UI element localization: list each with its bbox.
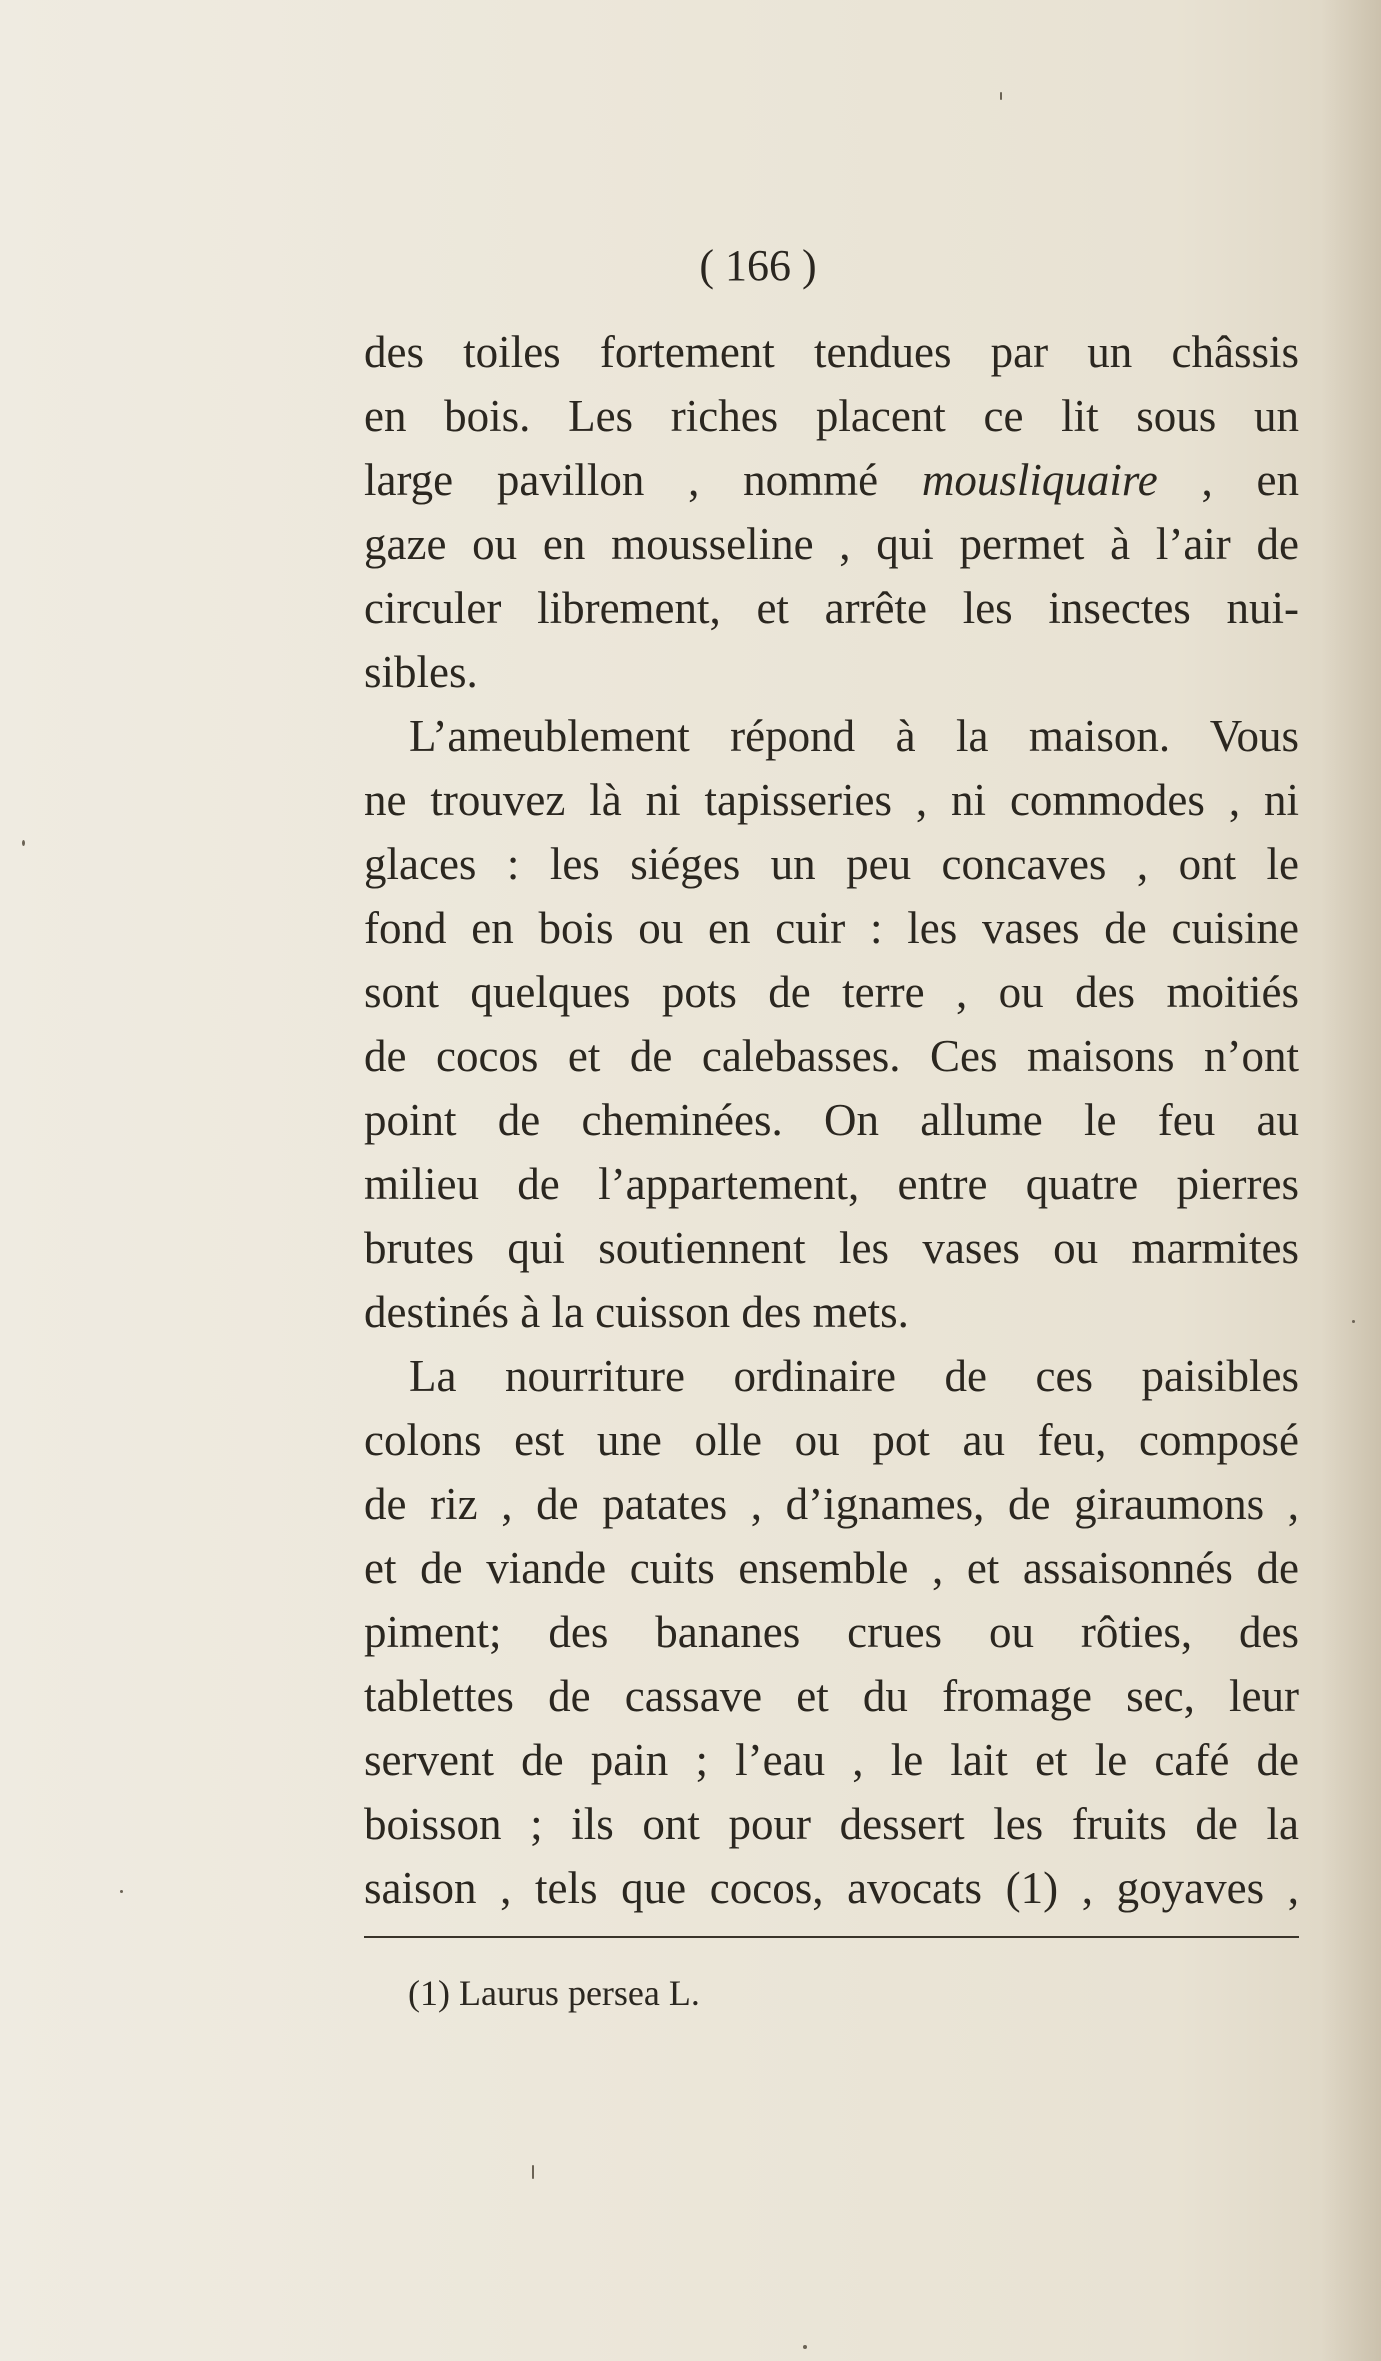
- page-number: ( 166 ): [699, 241, 817, 290]
- text-line: La nourriture ordinaire de ces paisibles: [409, 1351, 1299, 1401]
- text-line: de cocos et de calebasses. Ces maisons n’ont: [364, 1031, 1299, 1081]
- text-line: milieu de l’appartement, entre quatre pierres: [364, 1159, 1299, 1209]
- text-line: sibles.: [364, 647, 478, 697]
- text-line: saison , tels que cocos, avocats (1) , goyaves ,: [364, 1863, 1299, 1913]
- paper-speck: [22, 840, 25, 846]
- text-line-with-term: [364, 448, 1299, 512]
- body-text: [364, 320, 1299, 1920]
- text-line: sont quelques pots de terre , ou des moitiés: [364, 967, 1299, 1017]
- text-line: fond en bois ou en cuir : les vases de cuisine: [364, 903, 1299, 953]
- footnote: (1) Laurus persea L.: [408, 1973, 700, 2013]
- paper-speck: [803, 2345, 807, 2349]
- text-line: servent de pain ; l’eau , le lait et le café de: [364, 1735, 1299, 1785]
- text-line: brutes qui soutiennent les vases ou marmites: [364, 1223, 1299, 1273]
- text-line: L’ameublement répond à la maison. Vous: [409, 711, 1299, 761]
- text-line: destinés à la cuisson des mets.: [364, 1287, 909, 1337]
- paper-speck: [120, 1890, 123, 1893]
- page-gutter-shadow: [1321, 0, 1381, 2361]
- text-line: gaze ou en mousseline , qui permet à l’air de: [364, 519, 1299, 569]
- paper-speck: [1000, 92, 1002, 100]
- text-line: ne trouvez là ni tapisseries , ni commodes , ni: [364, 775, 1299, 825]
- paper-speck: [1352, 1320, 1355, 1323]
- text-line: des toiles fortement tendues par un châssis: [364, 327, 1299, 377]
- text-fragment: , en: [1157, 455, 1299, 505]
- footnote-separator-rule: [364, 1936, 1299, 1938]
- text-line: glaces : les siéges un peu concaves , ont le: [364, 839, 1299, 889]
- italic-term: mousliquaire: [921, 455, 1158, 505]
- text-line: circuler librement, et arrête les insectes nui-: [364, 583, 1299, 633]
- text-line: tablettes de cassave et du fromage sec, leur: [364, 1671, 1299, 1721]
- text-line: en bois. Les riches placent ce lit sous un: [364, 391, 1299, 441]
- text-line: piment; des bananes crues ou rôties, des: [364, 1607, 1299, 1657]
- text-fragment: large pavillon , nommé: [364, 455, 922, 505]
- text-line: de riz , de patates , d’ignames, de giraumons ,: [364, 1479, 1299, 1529]
- text-line: point de cheminées. On allume le feu au: [364, 1095, 1299, 1145]
- text-line: colons est une olle ou pot au feu, composé: [364, 1415, 1299, 1465]
- paper-speck: [532, 2165, 534, 2179]
- text-line: boisson ; ils ont pour dessert les fruits de la: [364, 1799, 1299, 1849]
- text-line: et de viande cuits ensemble , et assaisonnés de: [364, 1543, 1299, 1593]
